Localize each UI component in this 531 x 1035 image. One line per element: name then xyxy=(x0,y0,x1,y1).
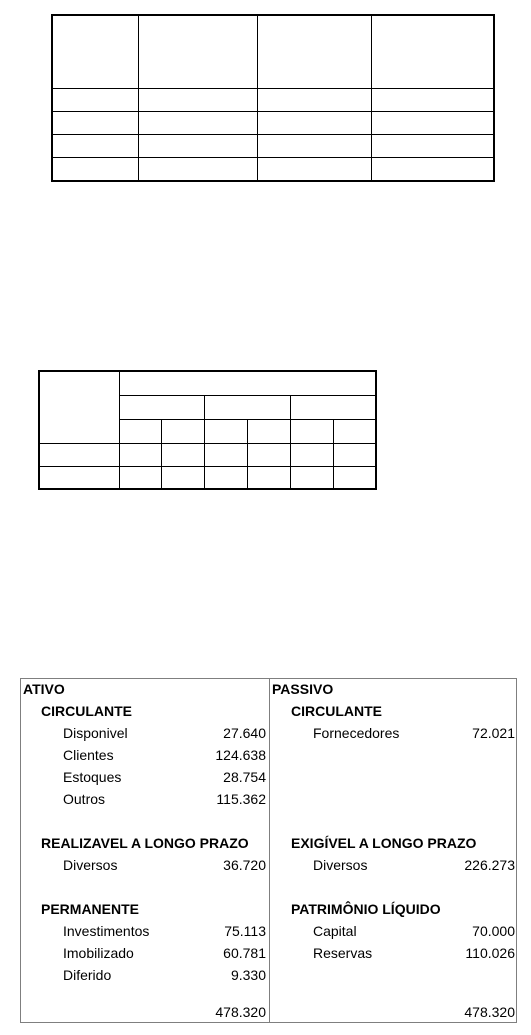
item-label: Estoques xyxy=(63,769,122,785)
ativo-realizavel-title: REALIZAVEL A LONGO PRAZO xyxy=(41,835,249,851)
table-cell xyxy=(372,15,495,89)
item-value: 124.638 xyxy=(215,747,266,763)
table-cell xyxy=(52,112,139,135)
item-label: Reservas xyxy=(313,945,373,961)
table-cell xyxy=(39,466,120,489)
table-cell xyxy=(52,158,139,182)
table-cell xyxy=(291,443,334,466)
ativo-permanente-title: PERMANENTE xyxy=(41,901,140,917)
table-cell xyxy=(258,112,372,135)
item-label: Diversos xyxy=(313,857,368,873)
table-cell xyxy=(334,419,377,443)
item-label: Outros xyxy=(63,791,106,807)
passivo-header: PASSIVO xyxy=(272,681,334,697)
item-label: Diversos xyxy=(63,857,118,873)
balance-sheet xyxy=(20,678,517,1023)
table-cell xyxy=(162,419,205,443)
table-cell xyxy=(39,443,120,466)
table-cell xyxy=(258,135,372,158)
table-cell xyxy=(372,135,495,158)
table-cell xyxy=(139,15,258,89)
item-value: 27.640 xyxy=(223,725,266,741)
item-value: 60.781 xyxy=(223,945,266,961)
table-cell xyxy=(52,15,139,89)
table-cell xyxy=(248,419,291,443)
item-label: Investimentos xyxy=(63,923,150,939)
table-cell xyxy=(120,443,162,466)
table-cell xyxy=(372,112,495,135)
table-cell xyxy=(372,158,495,182)
table-cell xyxy=(139,158,258,182)
table-cell xyxy=(205,466,248,489)
table-cell xyxy=(258,158,372,182)
table-cell xyxy=(52,135,139,158)
item-value: 72.021 xyxy=(472,725,515,741)
table-cell xyxy=(120,466,162,489)
table-cell xyxy=(205,443,248,466)
ativo-header: ATIVO xyxy=(23,681,65,697)
item-value: 36.720 xyxy=(223,857,266,873)
table-cell xyxy=(120,371,377,395)
table-cell xyxy=(205,419,248,443)
table-cell xyxy=(162,466,205,489)
table-cell xyxy=(120,419,162,443)
table-cell xyxy=(120,395,205,419)
item-value: 226.273 xyxy=(464,857,515,873)
item-value: 28.754 xyxy=(223,769,266,785)
empty-table-2 xyxy=(38,370,377,490)
item-value: 115.362 xyxy=(216,791,266,807)
item-label: Disponivel xyxy=(63,725,128,741)
item-value: 9.330 xyxy=(230,967,266,983)
table-cell xyxy=(291,419,334,443)
item-label: Fornecedores xyxy=(313,725,400,741)
table-cell xyxy=(205,395,291,419)
table-cell xyxy=(248,466,291,489)
table-cell xyxy=(162,443,205,466)
ativo-circulante-title: CIRCULANTE xyxy=(41,703,132,719)
table-cell xyxy=(334,466,377,489)
table-cell xyxy=(248,443,291,466)
table-cell xyxy=(291,466,334,489)
table-cell xyxy=(139,135,258,158)
passivo-patrimonio-title: PATRIMÔNIO LÍQUIDO xyxy=(291,901,441,917)
passivo-total: 478.320 xyxy=(464,1004,515,1020)
item-label: Diferido xyxy=(63,967,112,983)
item-label: Clientes xyxy=(63,747,114,763)
table-cell xyxy=(372,89,495,112)
table-cell xyxy=(258,15,372,89)
table-cell xyxy=(39,371,120,443)
item-label: Imobilizado xyxy=(63,945,134,961)
column-divider xyxy=(269,679,270,1022)
table-cell xyxy=(291,395,377,419)
passivo-exigivel-title: EXIGÍVEL A LONGO PRAZO xyxy=(291,835,477,851)
passivo-circulante-title: CIRCULANTE xyxy=(291,703,382,719)
table-cell xyxy=(52,89,139,112)
table-cell xyxy=(258,89,372,112)
table-cell xyxy=(139,89,258,112)
item-value: 70.000 xyxy=(472,923,515,939)
item-value: 110.026 xyxy=(465,945,515,961)
ativo-total: 478.320 xyxy=(215,1004,266,1020)
empty-table-1 xyxy=(51,14,495,182)
item-value: 75.113 xyxy=(224,923,266,939)
item-label: Capital xyxy=(313,923,357,939)
table-cell xyxy=(139,112,258,135)
table-cell xyxy=(334,443,377,466)
